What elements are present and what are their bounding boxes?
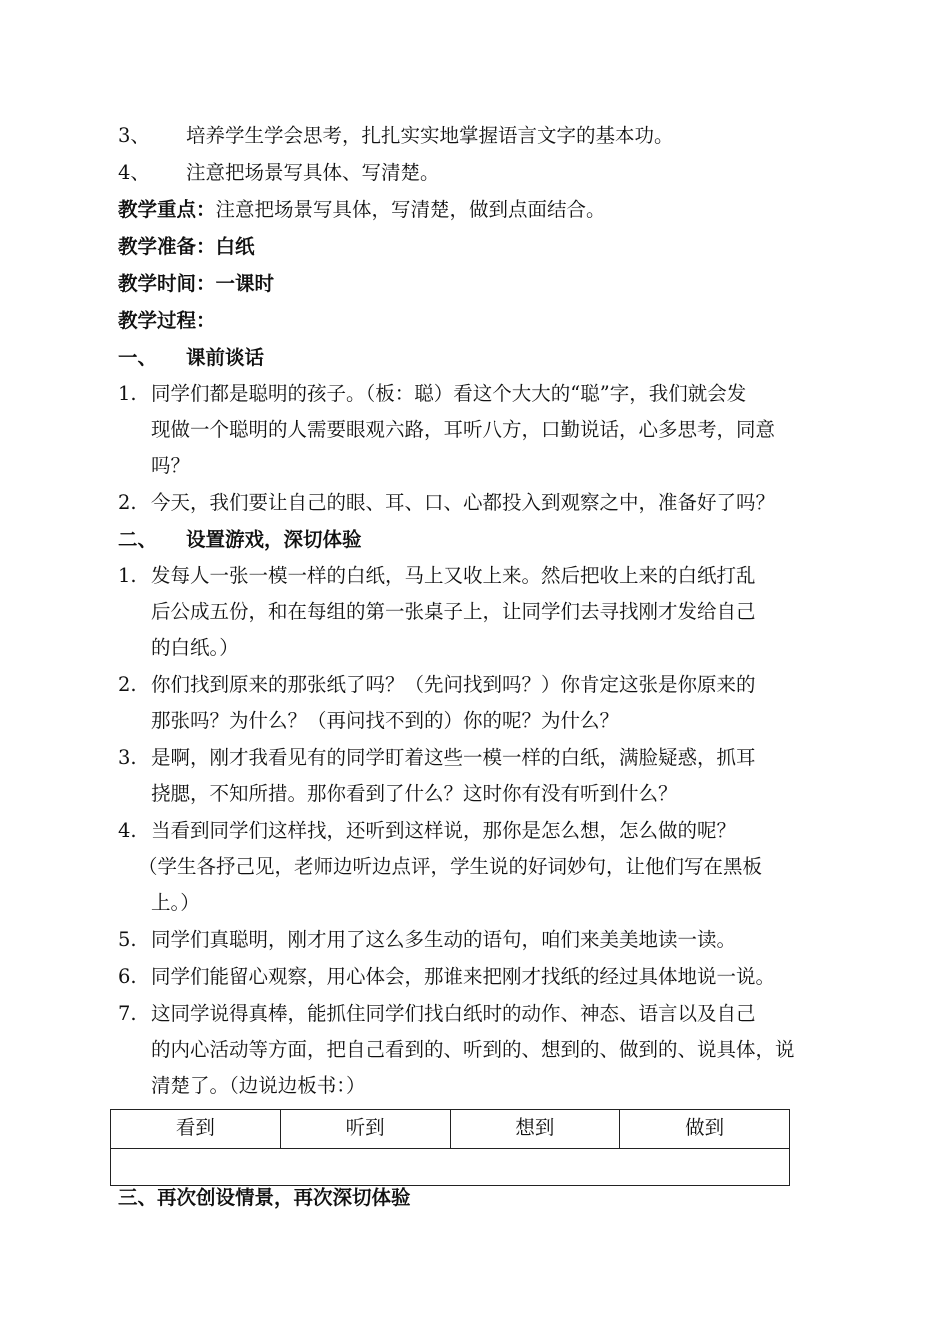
table-header-row [111, 1110, 790, 1149]
teaching-process-heading: 教学过程： [118, 309, 216, 332]
list-item-text: 你们找到原来的那张纸了吗？（先问找到吗？）你肯定这张是你原来的 [151, 673, 756, 696]
list-item-number: 2. [118, 673, 137, 696]
list-item-text: 那张吗？为什么？（再问找不到的）你的呢？为什么？ [151, 709, 620, 732]
table-header-cell: 做到 [620, 1110, 790, 1149]
section-2-heading [118, 526, 362, 554]
section-3-heading: 三、再次创设情景，再次深切体验 [118, 1186, 411, 1209]
section-title: 设置游戏，深切体验 [186, 528, 362, 551]
goal-text: 培养学生学会思考，扎扎实实地掌握语言文字的基本功。 [186, 124, 674, 147]
list-item-number: 1. [118, 382, 137, 405]
table-header-cell: 想到 [450, 1110, 620, 1149]
section-title: 课前谈话 [186, 346, 265, 369]
list-item-text: 当看到同学们这样找，还听到这样说，那你是怎么想，怎么做的呢？ [151, 819, 737, 842]
goal-text: 注意把场景写具体、写清楚。 [186, 161, 440, 184]
list-item-text: 挠腮，不知所措。那你看到了什么？这时你有没有听到什么？ [151, 782, 678, 805]
list-item-text: 的白纸。） [151, 636, 239, 659]
list-item-text: 这同学说得真棒，能抓住同学们找白纸时的动作、神态、语言以及自己 [151, 1002, 756, 1025]
goal-number: 4、 [118, 161, 150, 184]
goal-item-4 [118, 159, 440, 187]
time-label: 教学时间： [118, 272, 216, 295]
list-item-text: 同学们真聪明，刚才用了这么多生动的语句，咱们来美美地读一读。 [151, 928, 737, 951]
list-item-text: 同学们能留心观察，用心体会，那谁来把刚才找纸的经过具体地说一说。 [151, 965, 776, 988]
list-item-number: 6. [118, 965, 137, 988]
teaching-focus [118, 196, 606, 224]
table-empty-cell [111, 1149, 790, 1186]
list-item-text: 清楚了。（边说边板书：） [151, 1074, 366, 1097]
list-item-number: 7. [118, 1002, 137, 1025]
list-item-text: 今天，我们要让自己的眼、耳、口、心都投入到观察之中，准备好了吗？ [151, 491, 776, 514]
table-row [111, 1149, 790, 1186]
list-item-text: 上。） [151, 891, 200, 914]
table-header-cell: 看到 [111, 1110, 281, 1149]
list-item-number: 2. [118, 491, 137, 514]
teaching-time [118, 270, 274, 298]
list-item-text: 吗？ [151, 454, 191, 477]
prep-label: 教学准备： [118, 235, 216, 258]
list-item-text: 同学们都是聪明的孩子。（板：聪）看这个大大的“聪”字，我们就会发 [151, 382, 747, 405]
list-item-text: （学生各抒己见，老师边听边点评，学生说的好词妙句，让他们写在黑板 [138, 855, 763, 878]
list-item-text: 是啊，刚才我看见有的同学盯着这些一模一样的白纸，满脸疑惑，抓耳 [151, 746, 756, 769]
list-item-text: 现做一个聪明的人需要眼观六路，耳听八方，口勤说话，心多思考，同意 [151, 418, 776, 441]
focus-text: 注意把场景写具体，写清楚，做到点面结合。 [215, 198, 606, 221]
list-item-text: 发每人一张一模一样的白纸，马上又收上来。然后把收上来的白纸打乱 [151, 564, 756, 587]
time-text: 一课时 [215, 272, 275, 295]
section-1-heading [118, 344, 264, 372]
list-item-text: 的内心活动等方面，把自己看到的、听到的、想到的、做到的、说具体，说 [151, 1038, 795, 1061]
focus-label: 教学重点： [118, 198, 216, 221]
list-item-number: 4. [118, 819, 137, 842]
section-number: 一、 [118, 346, 158, 369]
section-number: 二、 [118, 528, 158, 551]
goal-item-3 [118, 122, 674, 150]
list-item-number: 1. [118, 564, 137, 587]
table-header-cell: 听到 [280, 1110, 450, 1149]
teaching-prep [118, 233, 255, 261]
list-item-number: 5. [118, 928, 137, 951]
observation-table [110, 1109, 790, 1186]
list-item-number: 3. [118, 746, 137, 769]
prep-text: 白纸 [215, 235, 255, 258]
list-item-text: 后公成五份，和在每组的第一张桌子上，让同学们去寻找刚才发给自己 [151, 600, 756, 623]
goal-number: 3、 [118, 124, 150, 147]
